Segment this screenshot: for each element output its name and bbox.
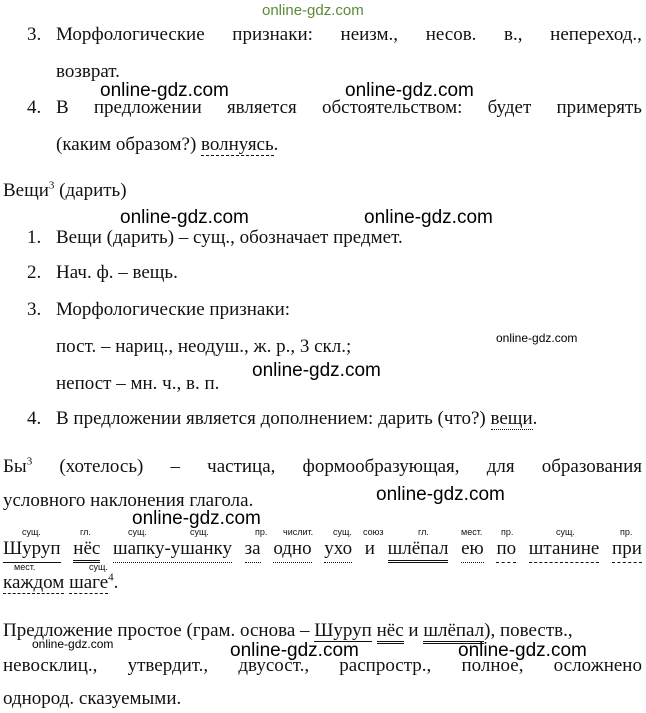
watermark: online-gdz.com: [230, 640, 359, 661]
word: Морфологические: [56, 24, 205, 45]
word: предложении: [93, 97, 202, 118]
item-number: 2.: [27, 262, 42, 283]
pos-label: пр.: [620, 527, 633, 537]
predicate-word: нёс: [73, 538, 100, 563]
subject-word: Шуруп: [314, 620, 372, 641]
word: является: [226, 97, 297, 118]
object-word: ею: [461, 538, 484, 563]
watermark: online-gdz.com: [132, 508, 261, 529]
watermark: online-gdz.com: [252, 360, 381, 381]
pos-label: гл.: [80, 527, 91, 537]
pos-label: мест.: [461, 527, 483, 537]
sentence-line: [3, 538, 642, 563]
pos-label: сущ.: [89, 562, 108, 572]
adverbial-word: каждом: [3, 572, 65, 593]
pos-label: сущ.: [333, 527, 352, 537]
watermark: online-gdz.com: [345, 80, 474, 101]
predicate-word: шлёпал: [423, 620, 484, 644]
item-text-continued: возврат.: [56, 61, 120, 82]
item-text: Нач. ф. – вещь.: [56, 262, 178, 283]
subject-word: Шуруп: [3, 538, 61, 563]
word: будет: [487, 97, 532, 118]
word: признаки:: [232, 24, 313, 45]
nonconstant-features: непост – мн. ч., в. п.: [56, 373, 220, 394]
pos-label: сущ.: [22, 527, 41, 537]
pos-label: сущ.: [556, 527, 575, 537]
particle-description-continued: условного наклонения глагола.: [3, 490, 254, 511]
watermark-small: online-gdz.com: [32, 637, 114, 651]
word: в.,: [504, 24, 523, 45]
word: обстоятельством:: [321, 97, 463, 118]
object-word: за: [245, 538, 261, 563]
pos-label: пр.: [255, 527, 268, 537]
object-word: одно: [273, 538, 311, 563]
word: несов.: [425, 24, 477, 45]
analysis-line: однород. сказуемыми.: [3, 688, 182, 709]
word: непереход.,: [550, 24, 642, 45]
predicate-word: шлёпал: [388, 538, 449, 563]
predicate-word: нёс: [377, 620, 404, 644]
adverbial-word: при: [612, 538, 642, 563]
item-text-continued: (каким образом?) волнуясь.: [56, 134, 279, 155]
item-text: [56, 24, 642, 46]
item-number: 3.: [27, 299, 42, 320]
word: примерять: [556, 97, 642, 118]
analysis-line: невосклиц., утвердит., двусост., распростр., полное, осложнено: [3, 655, 642, 676]
item-number: 1.: [27, 227, 42, 248]
section-title: Вещи$^3$ (дарить): [3, 179, 127, 201]
pos-label: союз: [363, 527, 384, 537]
watermark: online-gdz.com: [376, 484, 505, 505]
pos-label: мест.: [14, 562, 36, 572]
adverbial-word: шаге: [69, 572, 109, 593]
analysis-line: Предложение простое (грам. основа – Шуруп нёс и шлёпал), повеств.,: [3, 620, 573, 642]
adverbial-word: штанине: [529, 538, 600, 563]
watermark: online-gdz.com: [458, 640, 587, 661]
constant-features: пост. – нариц., неодуш., ж. р., 3 скл.;: [56, 336, 352, 357]
watermark: online-gdz.com: [100, 80, 229, 101]
adverbial-word: по: [496, 538, 516, 563]
pos-label: сущ.: [190, 527, 209, 537]
word: В: [56, 97, 69, 118]
item-number: 4.: [27, 408, 42, 429]
pos-label: числит.: [283, 527, 314, 537]
adverbial-word: волнуясь: [201, 134, 274, 155]
watermark: online-gdz.com: [364, 207, 493, 228]
item-text: [56, 97, 642, 119]
watermark: online-gdz.com: [120, 207, 249, 228]
item-text: Морфологические признаки:: [56, 299, 291, 320]
item-number: 3.: [27, 24, 42, 45]
pos-label: гл.: [418, 527, 429, 537]
pos-label: сущ.: [128, 527, 147, 537]
watermark-small: online-gdz.com: [496, 331, 578, 345]
object-word: шапку-ушанку: [113, 538, 232, 563]
item-text: В предложении является дополнением: дарить (что?) вещи.: [56, 408, 538, 429]
object-word: вещи: [490, 408, 533, 429]
word: неизм.,: [340, 24, 399, 45]
particle-description: $Бы^3$ (хотелось) – частица, формообразующая, для образования: [3, 455, 642, 477]
watermark-top: online-gdz.com: [262, 2, 364, 19]
item-text: Вещи (дарить) – сущ., обозначает предмет.: [56, 227, 403, 248]
pos-label: пр.: [501, 527, 514, 537]
object-word: ухо: [324, 538, 352, 563]
sentence-line: каждом шаге$^4$.: [3, 571, 119, 593]
word: и: [364, 538, 375, 559]
item-number: 4.: [27, 97, 42, 118]
